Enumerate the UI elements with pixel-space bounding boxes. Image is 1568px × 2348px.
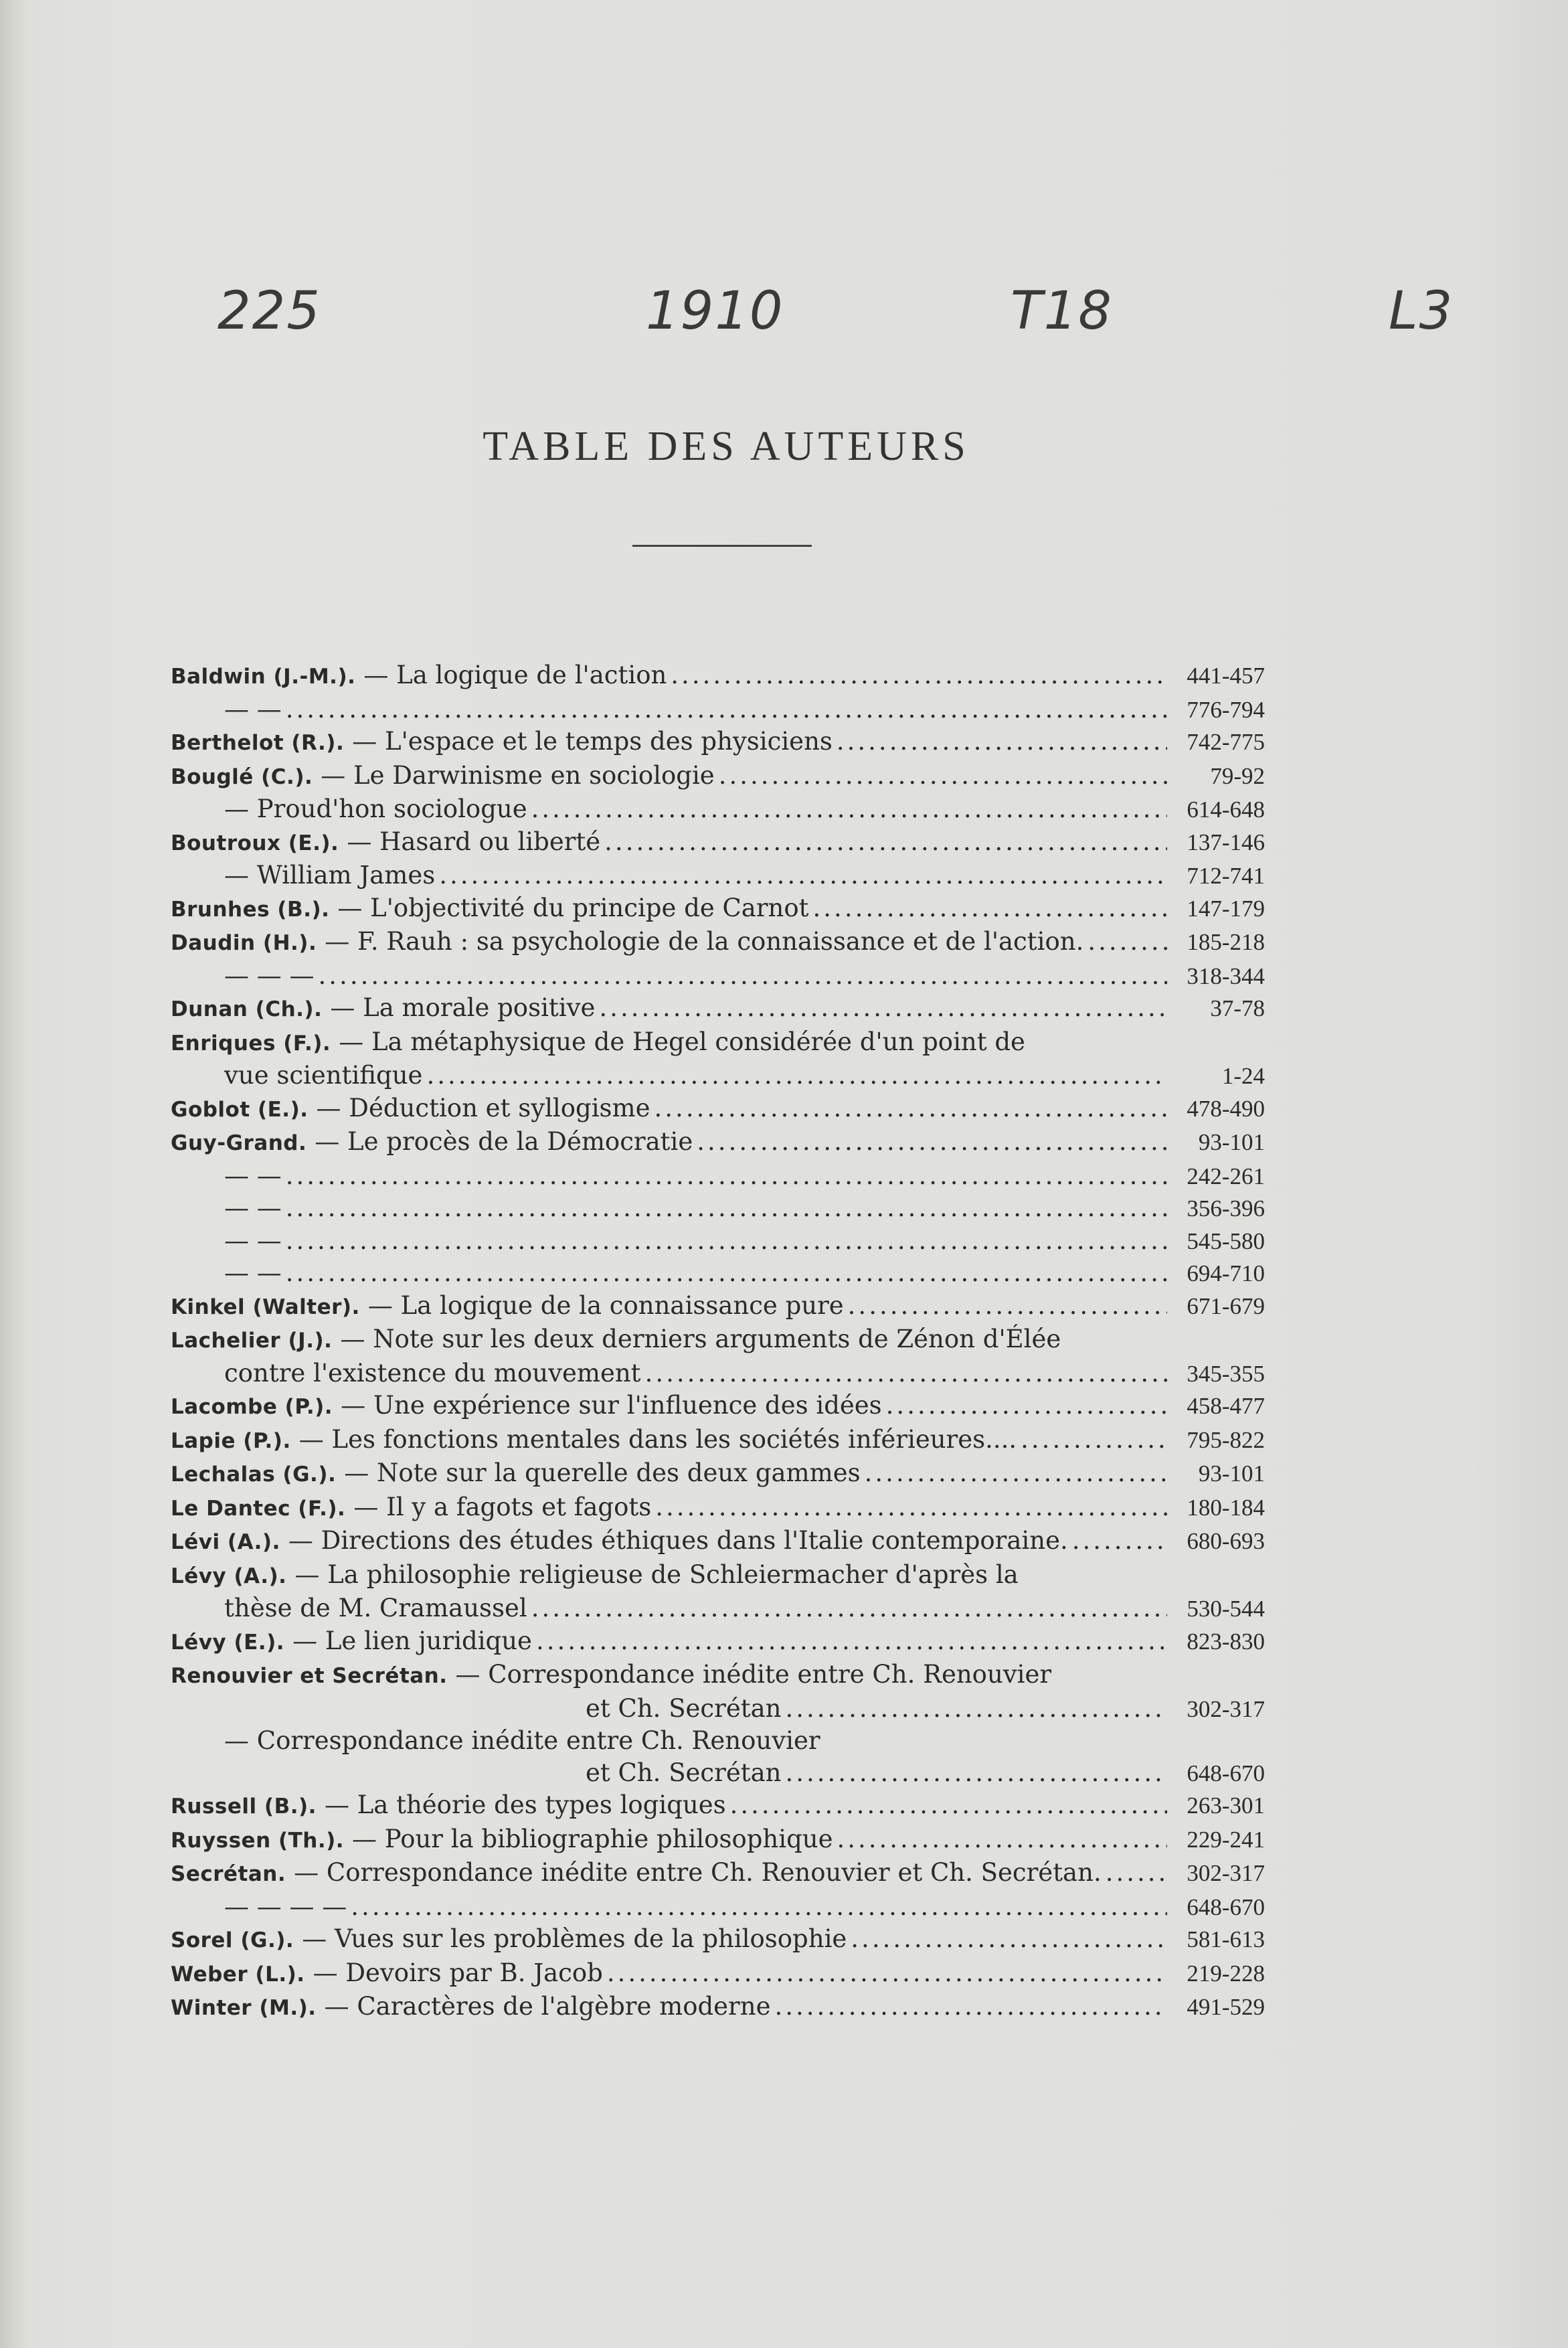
dot-leader — [848, 1290, 1167, 1322]
table-row — [171, 1160, 1265, 1193]
page-range: 491-529 — [1187, 1994, 1265, 2020]
table-row — [171, 926, 1265, 960]
dot-leader — [671, 659, 1167, 691]
author-name: Lévy (A.). — [171, 1564, 287, 1588]
table-row — [171, 1457, 1265, 1491]
article-title: — L'objectivité du principe de Carnot — [337, 893, 809, 922]
article-title: — La théorie des types logiques — [324, 1790, 726, 1819]
article-title: — Devoirs par B. Jacob — [313, 1958, 603, 1987]
page-range: 694-710 — [1187, 1260, 1265, 1286]
table-row — [171, 1092, 1265, 1126]
author-name: Bouglé (C.). — [171, 764, 313, 789]
dot-leader — [1106, 1857, 1167, 1889]
page-range: 478-490 — [1187, 1095, 1265, 1122]
article-title: — — — [224, 1193, 282, 1222]
page-range: 180-184 — [1187, 1494, 1265, 1521]
author-name: Lachelier (J.). — [171, 1329, 333, 1353]
author-name: Lévi (A.). — [171, 1530, 280, 1554]
article-title-continuation: et Ch. Secrétan — [586, 1693, 782, 1723]
article-title: — La logique de l'action — [363, 661, 667, 689]
table-row — [171, 659, 1265, 693]
article-title: — — — [224, 1161, 282, 1190]
dot-leader — [319, 960, 1167, 992]
article-title: — Note sur la querelle des deux gammes — [344, 1458, 861, 1487]
article-title: — Le procès de la Démocratie — [315, 1127, 693, 1156]
article-title: — L'espace et le temps des physiciens — [352, 727, 833, 756]
article-title: — La métaphysique de Hegel considérée d'un point de — [339, 1027, 1025, 1056]
article-title: — Une expérience sur l'influence des idées — [341, 1391, 882, 1420]
article-title: — Déduction et syllogisme — [316, 1093, 650, 1122]
author-name: Secrétan. — [171, 1862, 286, 1886]
article-title: — La philosophie religieuse de Schleiermacher d'après la — [294, 1560, 1019, 1589]
table-row — [171, 1192, 1265, 1225]
page-range: 302-317 — [1187, 1695, 1265, 1722]
article-title: — Correspondance inédite entre Ch. Renouvier et Ch. Secrétan. — [294, 1858, 1102, 1887]
author-name: Daudin (H.). — [171, 931, 317, 955]
page-range: 302-317 — [1187, 1860, 1265, 1886]
page-range: 147-179 — [1187, 895, 1265, 922]
author-name: Le Dantec (F.). — [171, 1496, 346, 1521]
page-range: 242-261 — [1187, 1163, 1265, 1189]
author-name: Dunan (Ch.). — [171, 997, 323, 1021]
table-row — [171, 1026, 1265, 1060]
article-title: — — — [224, 1226, 282, 1255]
page-range: 441-457 — [1187, 663, 1265, 689]
page-range: 680-693 — [1187, 1528, 1265, 1554]
page-title: TABLE DES AUTEURS — [483, 424, 970, 469]
table-row — [171, 1225, 1265, 1258]
author-name: Enriques (F.). — [171, 1031, 331, 1056]
dot-leader — [655, 1491, 1167, 1523]
author-name: Berthelot (R.). — [171, 731, 345, 755]
author-name: Goblot (E.). — [171, 1097, 309, 1122]
article-title: — Note sur les deux derniers arguments de Zénon d'Élée — [340, 1325, 1061, 1353]
table-row — [171, 1323, 1265, 1357]
dot-leader — [599, 992, 1167, 1024]
dot-leader — [1087, 926, 1167, 958]
page-range: 1-24 — [1221, 1063, 1265, 1089]
article-title: — Proud'hon sociologue — [224, 794, 527, 823]
dot-leader — [426, 1060, 1167, 1092]
dot-leader — [531, 1592, 1167, 1624]
article-title: — Vues sur les problèmes de la philosophie — [302, 1924, 847, 1953]
table-row — [171, 1257, 1265, 1290]
dot-leader — [837, 1823, 1167, 1855]
title-rule — [632, 545, 812, 547]
table-row — [171, 1923, 1265, 1957]
page-range: 93-101 — [1198, 1460, 1265, 1487]
page-range: 229-241 — [1187, 1826, 1265, 1853]
author-name: Lacombe (P.). — [171, 1395, 333, 1419]
table-row — [171, 1625, 1265, 1659]
table-row — [171, 793, 1265, 826]
table-row — [171, 1290, 1265, 1324]
dot-leader — [730, 1789, 1167, 1821]
page-range: 648-670 — [1187, 1894, 1265, 1920]
table-row — [171, 1991, 1265, 2025]
page-range: 185-218 — [1187, 929, 1265, 955]
dot-leader — [286, 1257, 1167, 1289]
table-row — [171, 1725, 1265, 1757]
article-title: — Le Darwinisme en sociologie — [321, 760, 715, 790]
table-row — [171, 892, 1265, 926]
page-range: 823-830 — [1187, 1628, 1265, 1655]
dot-leader — [837, 726, 1167, 758]
article-title: — Le lien juridique — [292, 1626, 532, 1655]
article-title: — Correspondance inédite entre Ch. Renouvier — [455, 1660, 1052, 1689]
dot-leader — [286, 1192, 1167, 1224]
author-name: Renouvier et Secrétan. — [171, 1664, 448, 1688]
table-row-continuation — [171, 1757, 1265, 1790]
article-title-continuation: contre l'existence du mouvement — [224, 1358, 641, 1388]
author-name: Guy-Grand. — [171, 1131, 307, 1155]
author-name: Russell (B.). — [171, 1794, 317, 1819]
article-title: — Caractères de l'algèbre moderne — [324, 1992, 771, 2021]
table-row — [171, 1659, 1265, 1693]
dot-leader — [536, 1625, 1167, 1657]
page-range: 776-794 — [1187, 696, 1265, 723]
dot-leader — [719, 760, 1167, 792]
table-row — [171, 726, 1265, 760]
author-name: Boutroux (E.). — [171, 831, 339, 855]
article-title: — — — — [224, 960, 315, 990]
dot-leader — [286, 1225, 1167, 1257]
author-name: Baldwin (J.-M.). — [171, 665, 356, 689]
article-title: — Correspondance inédite entre Ch. Renouvier — [224, 1726, 820, 1755]
page-range: 37-78 — [1210, 995, 1265, 1021]
page-range: 219-228 — [1187, 1960, 1265, 1987]
dot-leader — [604, 826, 1167, 858]
page-range: 795-822 — [1187, 1426, 1265, 1453]
page-range: 318-344 — [1187, 962, 1265, 989]
dot-leader — [697, 1126, 1167, 1158]
dot-leader — [607, 1957, 1167, 1989]
article-title: — Il y a fagots et fagots — [353, 1492, 652, 1521]
table-row — [171, 1891, 1265, 1924]
article-title: — La morale positive — [330, 993, 596, 1022]
article-title: — Directions des études éthiques dans l'Italie contemporaine. — [288, 1526, 1068, 1555]
author-table — [171, 659, 1265, 2025]
dot-leader — [886, 1390, 1167, 1422]
table-row — [171, 1126, 1265, 1160]
table-row — [171, 1491, 1265, 1525]
page-range: 93-101 — [1198, 1129, 1265, 1155]
author-name: Lévy (E.). — [171, 1630, 285, 1655]
table-row — [171, 992, 1265, 1026]
table-row — [171, 1390, 1265, 1424]
author-name: Weber (L.). — [171, 1962, 305, 1987]
article-title-continuation: vue scientifique — [224, 1061, 423, 1090]
page-range: 648-670 — [1187, 1760, 1265, 1786]
dot-leader — [531, 793, 1167, 825]
table-row — [171, 826, 1265, 860]
article-title: — — — [224, 1258, 282, 1287]
article-title: — F. Rauh : sa psychologie de la connaissance et de l'action. — [325, 927, 1084, 956]
dot-leader — [286, 1160, 1167, 1192]
page-range: 345-355 — [1187, 1360, 1265, 1387]
author-name: Lapie (P.). — [171, 1428, 291, 1453]
table-row — [171, 1559, 1265, 1593]
dot-leader — [439, 859, 1167, 892]
handwritten-mark-1: 225 — [217, 281, 321, 341]
page-range: 581-613 — [1187, 1926, 1265, 1952]
page-range: 356-396 — [1187, 1195, 1265, 1222]
article-title-continuation: thèse de M. Cramaussel — [224, 1594, 527, 1622]
page-range: 79-92 — [1210, 762, 1265, 789]
article-title: — — — — — [224, 1892, 347, 1921]
dot-leader — [865, 1457, 1167, 1489]
dot-leader — [851, 1923, 1167, 1955]
dot-leader — [645, 1357, 1167, 1390]
author-name: Kinkel (Walter). — [171, 1294, 360, 1319]
table-row-continuation — [171, 1060, 1265, 1092]
author-name: Lechalas (G.). — [171, 1462, 337, 1487]
table-row — [171, 1424, 1265, 1458]
page-range: 742-775 — [1187, 729, 1265, 755]
article-title: — Hasard ou liberté — [347, 827, 601, 856]
table-row — [171, 760, 1265, 794]
page-range: 712-741 — [1187, 863, 1265, 889]
dot-leader — [351, 1891, 1167, 1923]
article-title: — Pour la bibliographie philosophique — [352, 1824, 833, 1853]
table-row — [171, 960, 1265, 993]
article-title: — William James — [224, 861, 436, 890]
page-range: 614-648 — [1187, 796, 1265, 823]
dot-leader — [1021, 1424, 1167, 1456]
page-range: 263-301 — [1187, 1792, 1265, 1819]
table-row — [171, 1957, 1265, 1991]
dot-leader — [774, 1991, 1167, 2023]
dot-leader — [286, 693, 1167, 726]
article-title-continuation: et Ch. Secrétan — [586, 1758, 782, 1787]
table-row-continuation — [171, 1592, 1265, 1625]
table-row — [171, 859, 1265, 892]
handwritten-mark-4: L3 — [1389, 281, 1454, 341]
page-range: 530-544 — [1187, 1596, 1265, 1622]
table-row — [171, 1857, 1265, 1891]
author-name: Winter (M.). — [171, 1996, 317, 2020]
table-row — [171, 1525, 1265, 1559]
dot-leader — [1072, 1525, 1167, 1557]
article-title: — La logique de la connaissance pure — [367, 1290, 844, 1320]
author-name: Sorel (G.). — [171, 1928, 294, 1952]
table-row — [171, 1823, 1265, 1857]
dot-leader — [786, 1757, 1168, 1789]
table-row — [171, 693, 1265, 726]
table-row-continuation — [171, 1357, 1265, 1390]
page-range: 671-679 — [1187, 1292, 1265, 1319]
table-row — [171, 1789, 1265, 1823]
table-row-continuation — [171, 1693, 1265, 1726]
page-range: 137-146 — [1187, 829, 1265, 855]
article-title: — — — [224, 694, 282, 724]
author-name: Brunhes (B.). — [171, 897, 330, 922]
dot-leader — [786, 1693, 1168, 1725]
author-name: Ruyssen (Th.). — [171, 1828, 345, 1853]
dot-leader — [655, 1092, 1167, 1124]
page-range: 458-477 — [1187, 1393, 1265, 1419]
dot-leader — [813, 892, 1167, 924]
handwritten-mark-2: 1910 — [646, 281, 784, 341]
article-title: — Les fonctions mentales dans les sociétés inférieures.... — [298, 1424, 1017, 1454]
handwritten-mark-3: T18 — [1011, 281, 1113, 341]
page-range: 545-580 — [1187, 1228, 1265, 1254]
